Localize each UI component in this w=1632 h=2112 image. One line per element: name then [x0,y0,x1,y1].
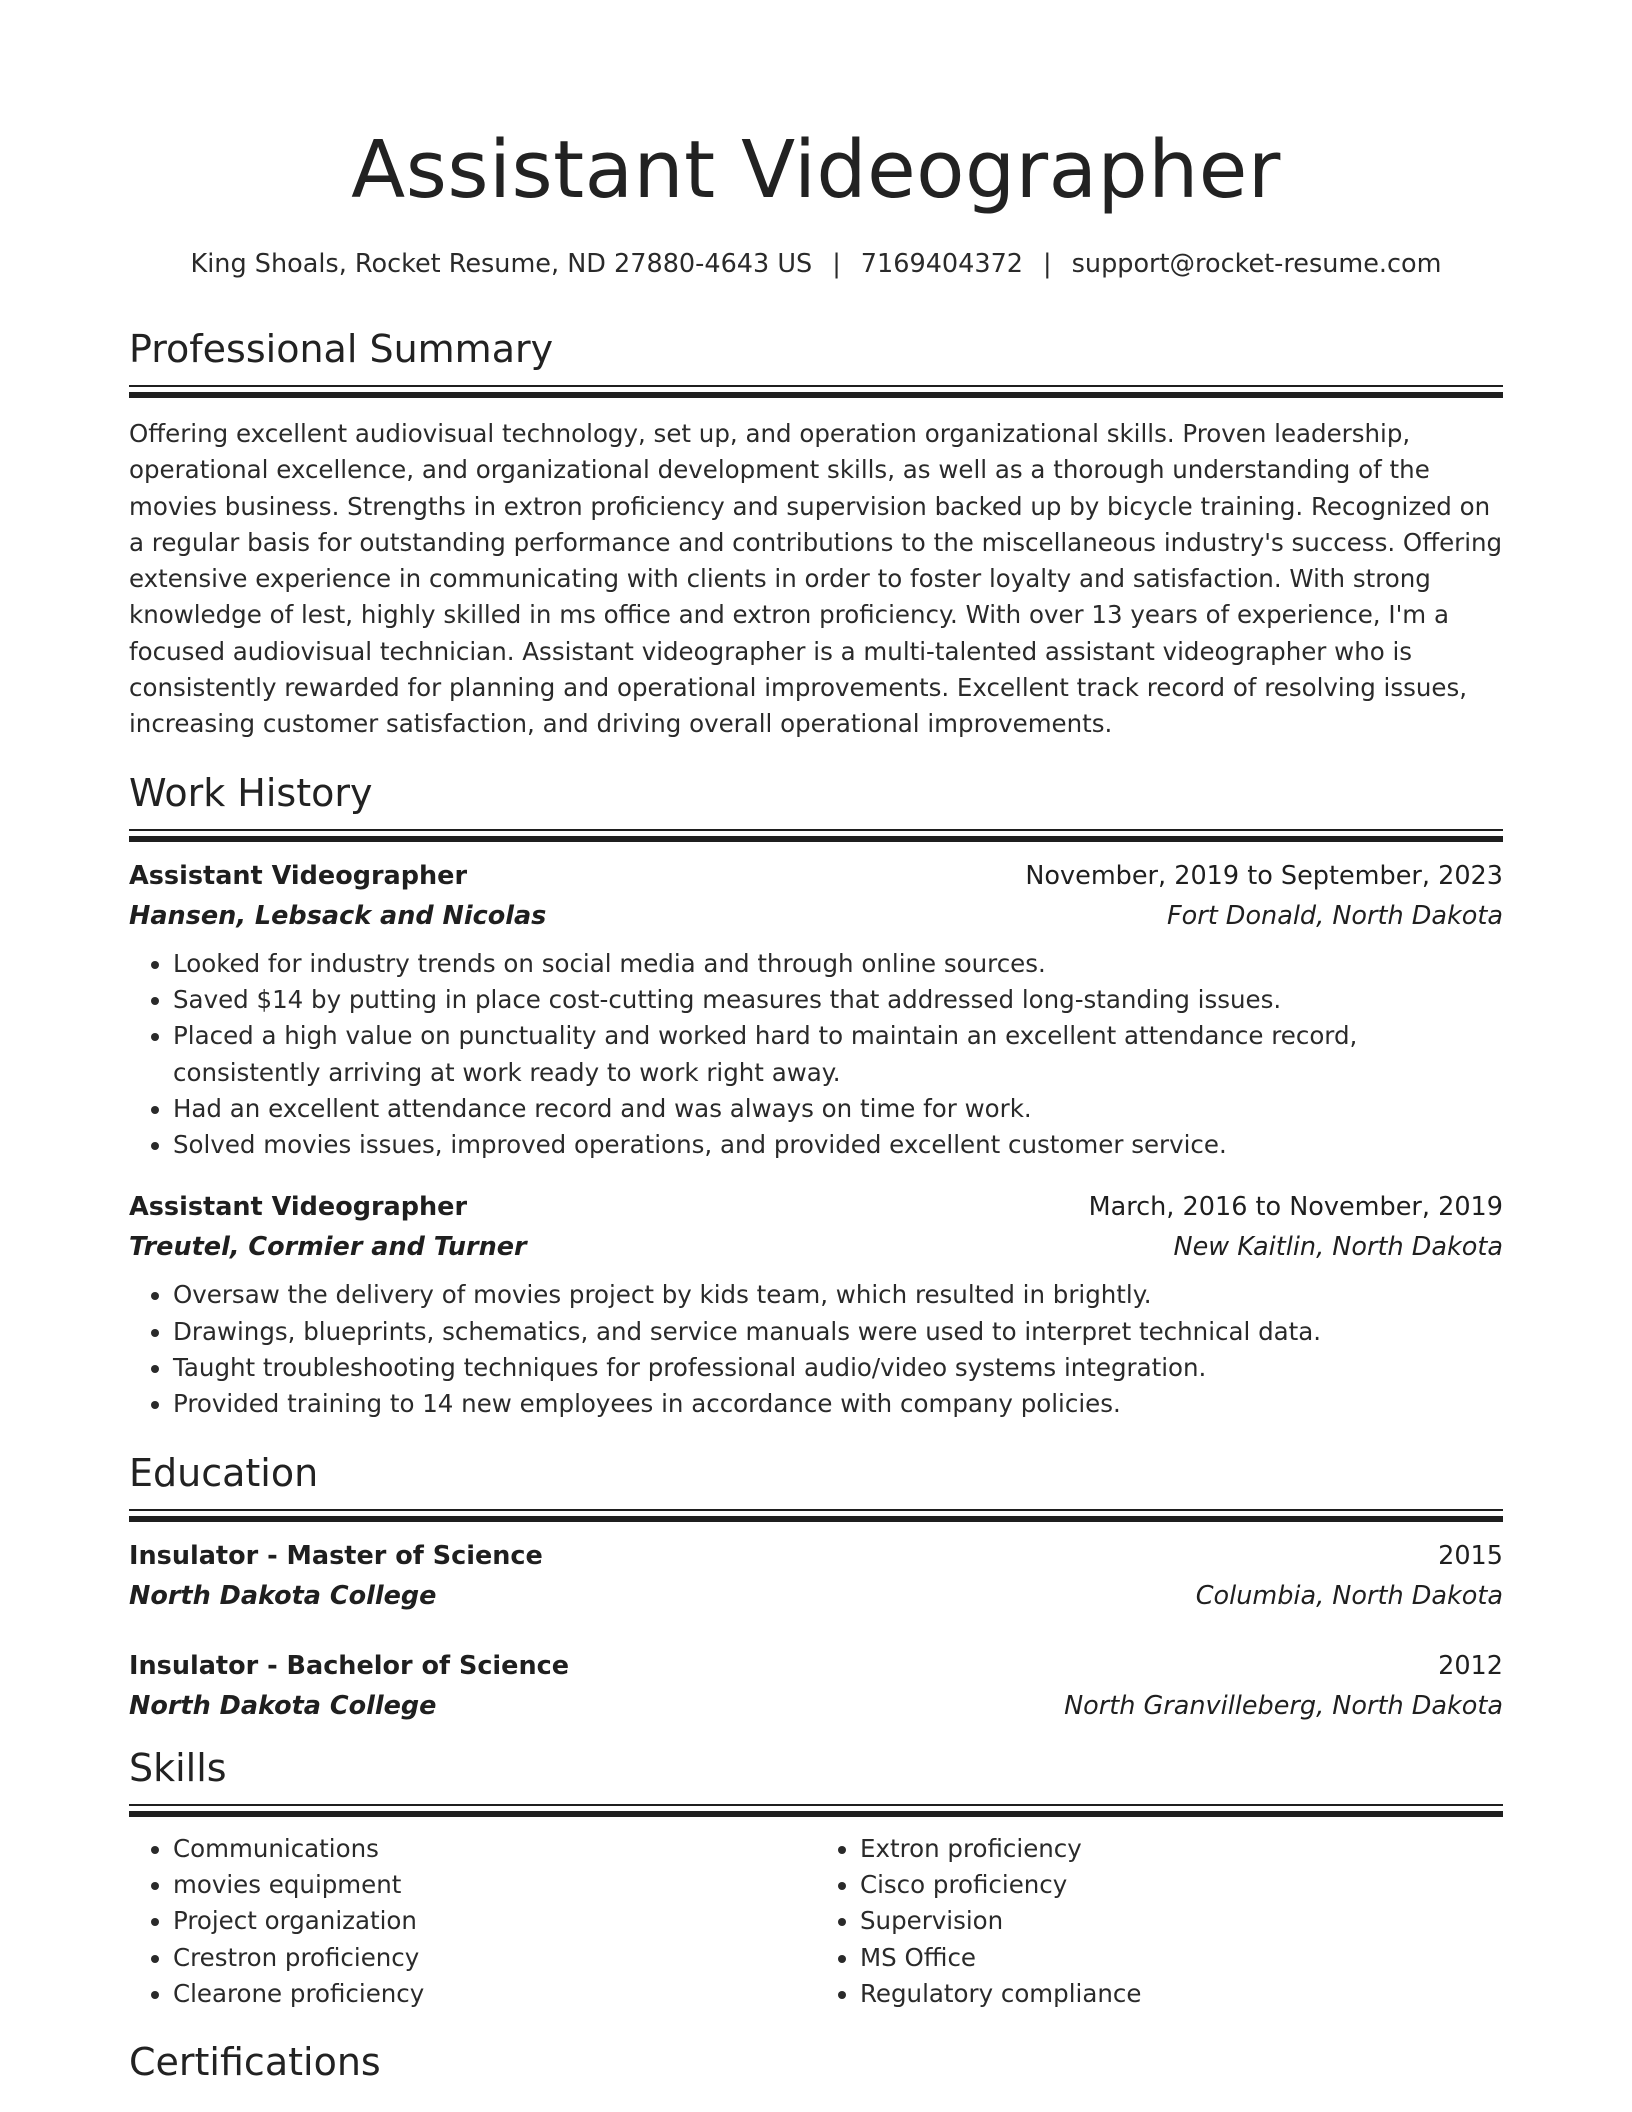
job-bullet: • Oversaw the delivery of movies project by kids team, which resulted in brightly. [173,1277,1503,1313]
job-company: Hansen, Lebsack and Nicolas [129,900,547,931]
contact-email: support@rocket-resume.com [1071,249,1442,279]
education-entry [129,1646,1503,1726]
work-history-heading: Work History [129,770,373,815]
education-section [129,1449,1503,1726]
job-entry [129,856,1503,1164]
job-title: Assistant Videographer [129,860,468,891]
skills-list [129,1831,816,2012]
graduation-year: 2012 [1438,1650,1503,1681]
school-name: North Dakota College [129,1690,437,1721]
skill-item: • movies equipment [173,1867,816,1903]
summary-heading: Professional Summary [129,327,554,371]
job-bullet: • Provided training to 14 new employees in accordance with company policies. [173,1386,1503,1422]
summary-text: Offering excellent audiovisual technology, set up, and operation organizational skills. Proven leadership, operational excellence, and organizational development skills, as well as a thorough understanding of the movies business. Strengths in extron proficiency and supervision backed up by bicycle training. Recognized on a regular basis for outstanding performance and contributions to the miscellaneous industry's success. Offering extensive experience in communicating with clients in order to foster loyalty and satisfaction. With strong knowledge of lest, highly skilled in ms office and extron proficiency. With over 13 years of experience, I'm a focused audiovisual technician. Assistant videographer is a multi-talented assistant videographer who is consistently rewarded for planning and operational improvements. Excellent track record of resolving issues, increasing customer satisfaction, and driving overall operational improvements. [129,419,1503,739]
section-divider [129,1804,1503,1817]
skill-item: • Project organization [173,1903,816,1939]
job-bullet: • Had an excellent attendance record and was always on time for work. [173,1091,1503,1127]
skills-column-left [129,1831,816,2012]
school-name: North Dakota College [129,1580,437,1611]
skills-column-right [816,1831,1503,2012]
job-bullet: • Looked for industry trends on social media and through online sources. [173,946,1503,982]
skills-grid [129,1831,1503,2012]
job-location: Fort Donald, North Dakota [1166,900,1503,931]
job-bullet: • Placed a high value on punctuality and worked hard to maintain an excellent attendance record, consistently arriving at work ready to work right away. [173,1018,1503,1091]
contact-phone: 7169404372 [860,249,1024,279]
job-bullet: • Solved movies issues, improved operations, and provided excellent customer service. [173,1127,1503,1163]
school-location: Columbia, North Dakota [1195,1580,1503,1611]
job-bullets [129,946,1503,1164]
graduation-year: 2015 [1438,1540,1503,1571]
job-location: New Kaitlin, North Dakota [1173,1232,1503,1263]
degree: Insulator - Master of Science [129,1540,543,1571]
job-bullet: • Taught troubleshooting techniques for professional audio/video systems integration. [173,1350,1503,1386]
contact-address: King Shoals, Rocket Resume, ND 27880-4643 US [190,249,813,279]
job-dates: November, 2019 to September, 2023 [1025,860,1503,891]
section-divider [129,829,1503,842]
skills-list [816,1831,1503,2012]
education-entry [129,1536,1503,1616]
candidate-name: Assistant Videographer [351,124,1281,216]
job-bullet: • Saved $14 by putting in place cost-cutting measures that addressed long-standing issues. [173,982,1503,1018]
job-bullets [129,1277,1503,1422]
education-heading: Education [129,1450,319,1495]
skill-item: • MS Office [860,1940,1503,1976]
skill-item: • Communications [173,1831,816,1867]
job-company: Treutel, Cormier and Turner [129,1232,527,1263]
skill-item: • Supervision [860,1903,1503,1939]
work-history-section [129,769,1503,1423]
job-dates: March, 2016 to November, 2019 [1088,1192,1503,1223]
contact-separator: | [1043,249,1052,279]
job-bullet: • Drawings, blueprints, schematics, and service manuals were used to interpret technical data. [173,1314,1503,1350]
skill-item: • Clearone proficiency [173,1976,816,2012]
section-divider [129,385,1503,398]
section-divider [129,1509,1503,1522]
skill-item: • Extron proficiency [860,1831,1503,1867]
skill-item: • Regulatory compliance [860,1976,1503,2012]
school-location: North Granvilleberg, North Dakota [1064,1690,1503,1721]
skills-heading: Skills [129,1745,227,1790]
contact-separator: | [832,249,841,279]
certifications-section [129,2038,1503,2086]
contact-line [129,246,1503,282]
degree: Insulator - Bachelor of Science [129,1650,570,1681]
summary-section [129,325,1503,743]
certifications-heading: Certifications [129,2040,381,2085]
skill-item: • Crestron proficiency [173,1940,816,1976]
skill-item: • Cisco proficiency [860,1867,1503,1903]
skills-section [129,1744,1503,2012]
job-entry [129,1187,1503,1422]
job-title: Assistant Videographer [129,1192,468,1223]
